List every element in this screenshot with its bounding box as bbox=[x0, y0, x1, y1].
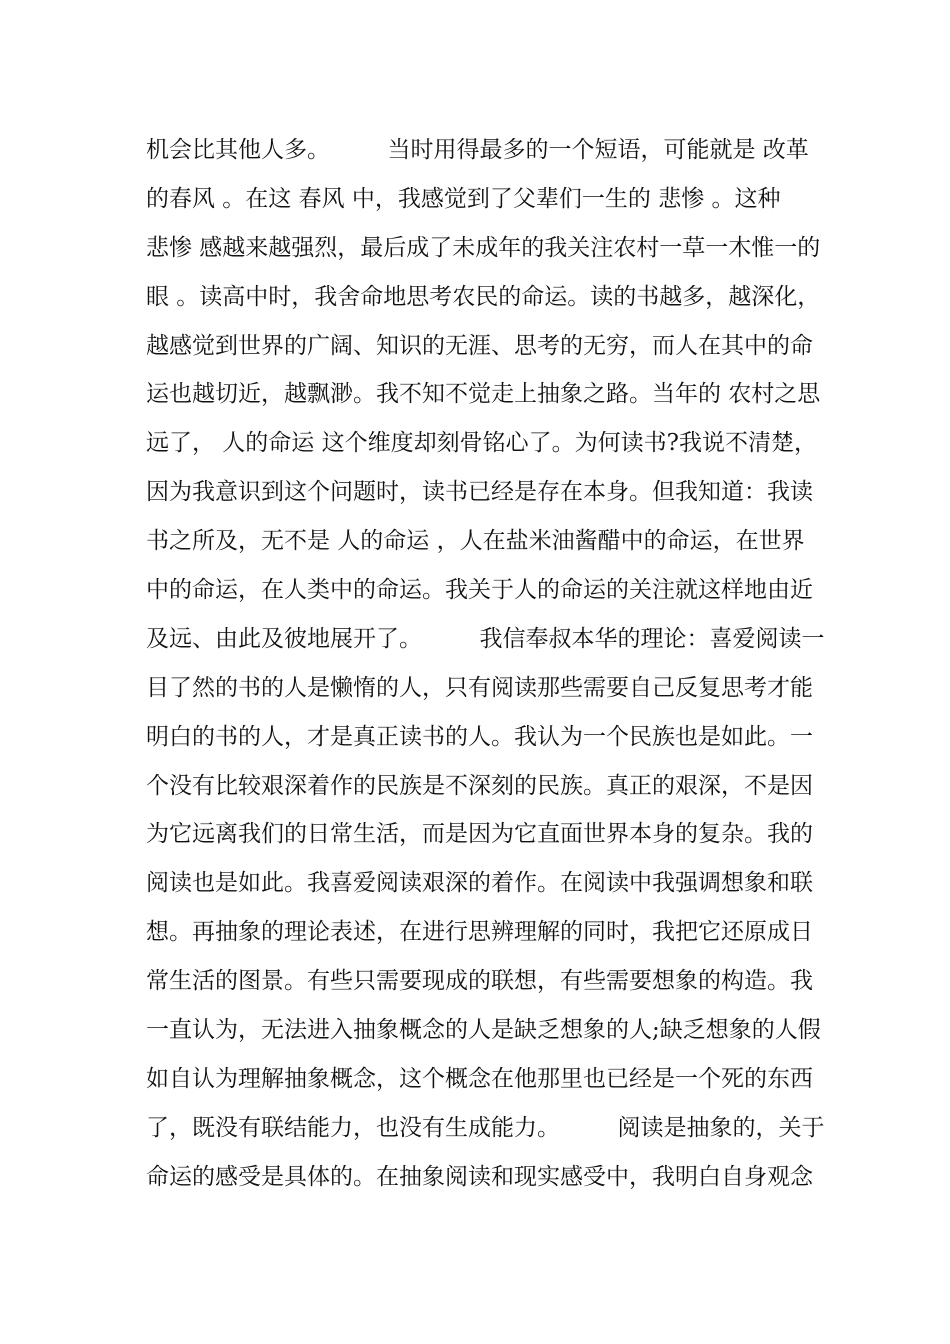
text-line: 一直认为，无法进入抽象概念的人是缺乏想象的人;缺乏想象的人假 bbox=[146, 1017, 821, 1044]
text-line: 书之所及，无不是 人的命运 ，人在盐米油酱醋中的命运，在世界 bbox=[146, 528, 805, 555]
text-line: 了，既没有联结能力，也没有生成能力。 阅读是抽象的，关于 bbox=[146, 1114, 825, 1141]
text-line: 中的命运，在人类中的命运。我关于人的命运的关注就这样地由近 bbox=[146, 577, 813, 604]
text-line: 常生活的图景。有些只需要现成的联想，有些需要想象的构造。我 bbox=[146, 968, 813, 995]
text-line: 因为我意识到这个问题时，读书已经是存在本身。但我知道：我读 bbox=[146, 479, 813, 506]
text-line: 远了， 人的命运 这个维度却刻骨铭心了。为何读书?我说不清楚， bbox=[146, 430, 817, 457]
text-line: 个没有比较艰深着作的民族是不深刻的民族。真正的艰深，不是因 bbox=[146, 772, 813, 799]
text-line: 目了然的书的人是懒惰的人，只有阅读那些需要自己反复思考才能 bbox=[146, 674, 813, 701]
text-line: 越感觉到世界的广阔、知识的无涯、思考的无穷，而人在其中的命 bbox=[146, 332, 813, 359]
text-line: 机会比其他人多。 当时用得最多的一个短语，可能就是 改革 bbox=[146, 137, 809, 163]
text-line: 明白的书的人，才是真正读书的人。我认为一个民族也是如此。一 bbox=[146, 723, 813, 750]
text-line: 悲惨 感越来越强烈，最后成了未成年的我关注农村一草一木惟一的 bbox=[146, 234, 821, 261]
text-line: 的春风 。在这 春风 中，我感觉到了父辈们一生的 悲惨 。这种 bbox=[146, 185, 781, 212]
text-line: 想。再抽象的理论表述，在进行思辨理解的同时，我把它还原成日 bbox=[146, 919, 813, 946]
text-line: 运也越切近，越飘渺。我不知不觉走上抽象之路。当年的 农村之思 bbox=[146, 381, 821, 408]
text-line: 为它远离我们的日常生活，而是因为它直面世界本身的复杂。我的 bbox=[146, 821, 813, 848]
body-text bbox=[146, 126, 825, 1202]
text-line: 阅读也是如此。我喜爱阅读艰深的着作。在阅读中我强调想象和联 bbox=[146, 870, 813, 897]
text-line: 及远、由此及彼地展开了。 我信奉叔本华的理论：喜爱阅读一 bbox=[146, 625, 825, 652]
text-line: 眼 。读高中时，我舍命地思考农民的命运。读的书越多，越深化， bbox=[146, 283, 821, 310]
text-line: 命运的感受是具体的。在抽象阅读和现实感受中，我明白自身观念 bbox=[146, 1163, 813, 1190]
text-line: 如自认为理解抽象概念，这个概念在他那里也已经是一个死的东西 bbox=[146, 1065, 813, 1092]
